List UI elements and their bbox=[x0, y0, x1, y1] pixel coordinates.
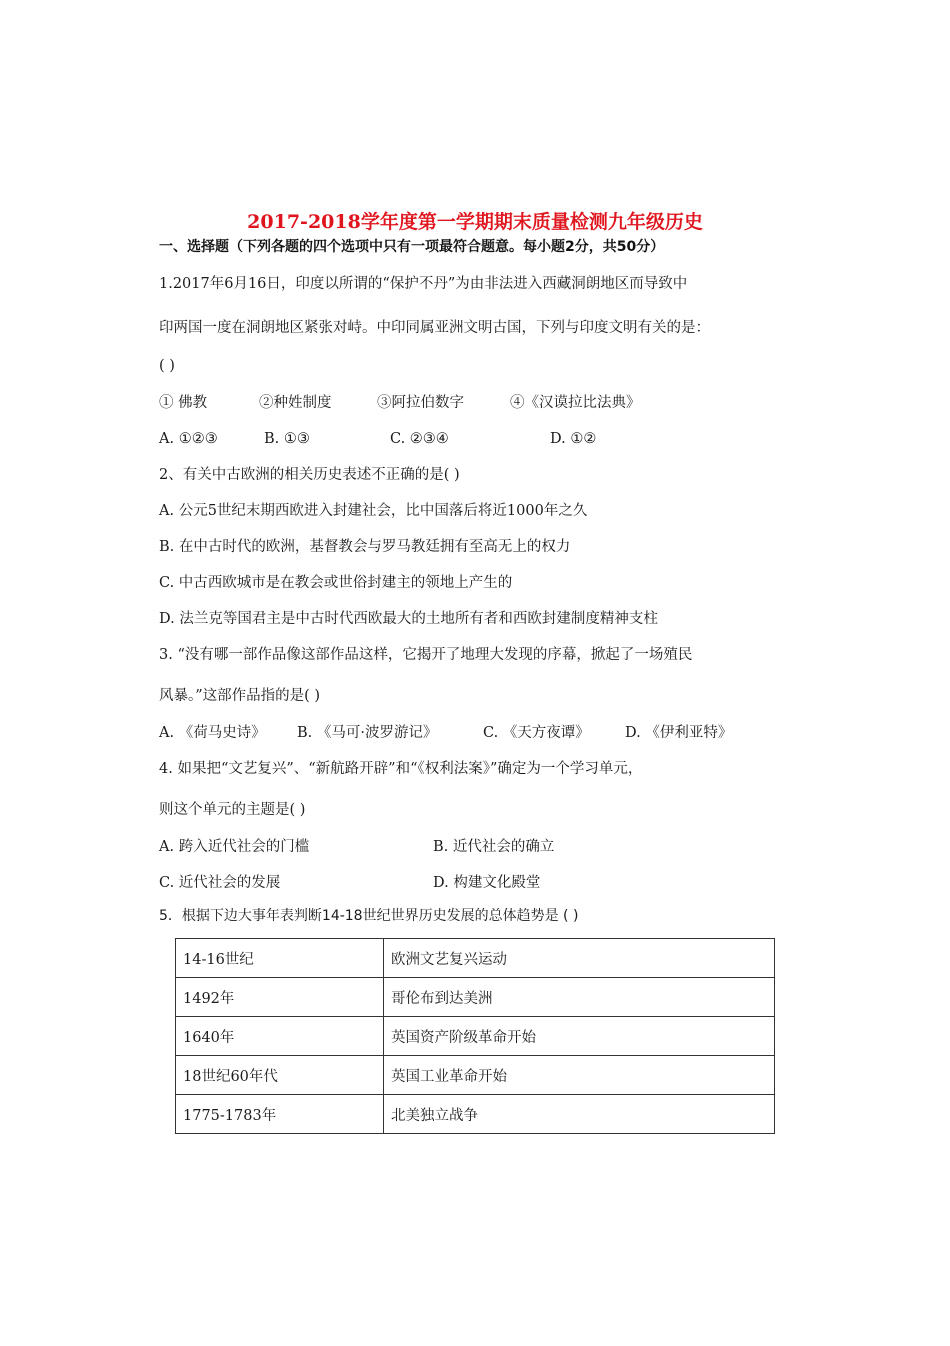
table-cell-event: 英国工业革命开始 bbox=[384, 1056, 775, 1095]
q2-option-c: C. 中古西欧城市是在教会或世俗封建主的领地上产生的 bbox=[159, 575, 513, 591]
q1-item-4: ④《汉谟拉比法典》 bbox=[510, 395, 641, 411]
q1-stem-line1: 1.2017年6月16日，印度以所谓的“保护不丹”为由非法进入西藏洞朗地区而导致中 bbox=[159, 276, 688, 292]
q2-option-a: A. 公元5世纪末期西欧进入封建社会，比中国落后将近1000年之久 bbox=[159, 503, 588, 519]
q1-option-c: C. ②③④ bbox=[390, 431, 449, 447]
q4-option-d: D. 构建文化殿堂 bbox=[433, 875, 541, 891]
table-row bbox=[176, 1017, 775, 1056]
table-row bbox=[176, 939, 775, 978]
table-cell-event: 北美独立战争 bbox=[384, 1095, 775, 1134]
table-row bbox=[176, 1056, 775, 1095]
table-row bbox=[176, 1095, 775, 1134]
document-title: 2017-2018学年度第一学期期末质量检测九年级历史 bbox=[247, 211, 703, 233]
q2-stem: 2、有关中古欧洲的相关历史表述不正确的是( ) bbox=[159, 467, 460, 483]
q1-item-3: ③阿拉伯数字 bbox=[377, 395, 464, 411]
table-cell-event: 哥伦布到达美洲 bbox=[384, 978, 775, 1017]
section-heading: 一、选择题（下列各题的四个选项中只有一项最符合题意。每小题2分，共50分） bbox=[159, 239, 665, 255]
q4-stem-line1: 4. 如果把“文艺复兴”、“新航路开辟”和“《权利法案》”确定为一个学习单元， bbox=[159, 761, 643, 777]
table-cell-event: 英国资产阶级革命开始 bbox=[384, 1017, 775, 1056]
table-cell-time: 1640年 bbox=[176, 1017, 384, 1056]
q1-option-d: D. ①② bbox=[550, 431, 597, 447]
q2-option-b: B. 在中古时代的欧洲，基督教会与罗马教廷拥有至高无上的权力 bbox=[159, 539, 571, 555]
table-cell-time: 1775-1783年 bbox=[176, 1095, 384, 1134]
events-timeline-table bbox=[175, 938, 775, 1134]
q1-option-a: A. ①②③ bbox=[159, 431, 218, 447]
q2-option-d: D. 法兰克等国君主是中古时代西欧最大的土地所有者和西欧封建制度精神支柱 bbox=[159, 611, 658, 627]
q1-item-2: ②种姓制度 bbox=[259, 395, 332, 411]
q3-option-b: B. 《马可·波罗游记》 bbox=[297, 725, 438, 741]
q3-option-d: D. 《伊利亚特》 bbox=[625, 725, 733, 741]
q1-answer-blank: ( ) bbox=[159, 358, 175, 374]
q4-option-a: A. 跨入近代社会的门槛 bbox=[159, 839, 310, 855]
table-row bbox=[176, 978, 775, 1017]
q3-stem-line2: 风暴。”这部作品指的是( ) bbox=[159, 688, 321, 704]
q1-stem-line2: 印两国一度在洞朗地区紧张对峙。中印同属亚洲文明古国，下列与印度文明有关的是： bbox=[159, 320, 710, 336]
q4-option-c: C. 近代社会的发展 bbox=[159, 875, 281, 891]
q5-stem: 5．根据下边大事年表判断14-18世纪世界历史发展的总体趋势是 ( ) bbox=[159, 908, 579, 924]
q3-stem-line1: 3. “没有哪一部作品像这部作品这样，它揭开了地理大发现的序幕，掀起了一场殖民 bbox=[159, 647, 693, 663]
table-cell-time: 18世纪60年代 bbox=[176, 1056, 384, 1095]
q1-item-1: ① 佛教 bbox=[159, 395, 208, 411]
q1-option-b: B. ①③ bbox=[264, 431, 310, 447]
q3-option-c: C. 《天方夜谭》 bbox=[483, 725, 590, 741]
table-cell-time: 14-16世纪 bbox=[176, 939, 384, 978]
table-cell-time: 1492年 bbox=[176, 978, 384, 1017]
q3-option-a: A. 《荷马史诗》 bbox=[159, 725, 266, 741]
q4-option-b: B. 近代社会的确立 bbox=[433, 839, 555, 855]
table-cell-event: 欧洲文艺复兴运动 bbox=[384, 939, 775, 978]
q4-stem-line2: 则这个单元的主题是( ) bbox=[159, 802, 306, 818]
